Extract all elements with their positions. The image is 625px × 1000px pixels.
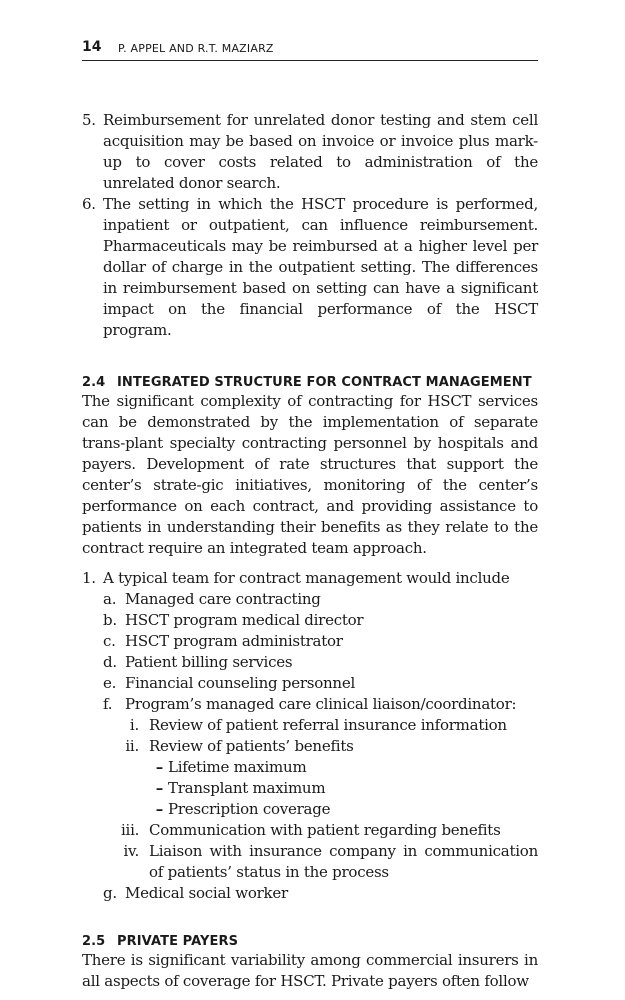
section-paragraph: There is significant variability among commercial insurers in all aspects of coverage for HSCT. Private payers often follow (82, 951, 538, 990)
list-item-text: Prescription coverage (168, 800, 331, 818)
list-item (103, 631, 538, 652)
list-item-text: Communication with patient regarding benefits (149, 821, 501, 839)
list-item-text: Review of patient referral insurance information (149, 716, 507, 734)
list-item-marker: f. (103, 695, 113, 713)
benefits-list (149, 757, 538, 820)
list-item-text: Patient billing services (125, 653, 293, 671)
list-item (82, 568, 538, 904)
section-title: INTEGRATED STRUCTURE FOR CONTRACT MANAGEMENT (117, 375, 532, 390)
list-item (103, 883, 538, 904)
list-item-number: 6. (82, 195, 96, 213)
list-item (82, 110, 538, 194)
list-item-marker: d. (103, 653, 117, 671)
list-item-text: Transplant maximum (168, 779, 326, 797)
list-item-text: A typical team for contract management would include (103, 569, 510, 587)
section-number: 2.5 (82, 934, 106, 949)
list-item-text: Liaison with insurance company in communication of patients’ status in the process (149, 842, 538, 881)
list-item-text: HSCT program administrator (125, 632, 343, 650)
list-item-text: HSCT program medical director (125, 611, 364, 629)
list-item-marker: – (155, 779, 163, 797)
section-number: 2.4 (82, 375, 106, 390)
list-item-marker: e. (103, 674, 117, 692)
list-item (103, 673, 538, 694)
list-item (103, 694, 538, 883)
list-item-marker: iii. (121, 821, 140, 839)
list-item-text: Managed care contracting (125, 590, 321, 608)
running-head-authors: P. APPEL AND R.T. MAZIARZ (118, 42, 274, 55)
section-title: PRIVATE PAYERS (117, 934, 239, 949)
running-head (82, 38, 538, 61)
team-members-list (103, 589, 538, 904)
list-item (149, 799, 538, 820)
liaison-duties-list (121, 715, 538, 883)
page-number: 14 (82, 39, 102, 55)
list-item-number: 1. (82, 569, 96, 587)
team-list (82, 568, 538, 904)
section-heading-2-5 (82, 933, 538, 950)
list-item (103, 610, 538, 631)
list-item-marker: a. (103, 590, 117, 608)
list-item-text: The setting in which the HSCT procedure is performed, inpatient or outpatient, can influence reimbursement. Pharmaceuticals may be reimbursed at a higher level per dollar of charge in the outpatient setting. The differences in reimbursement based on setting can have a significant impact on the financial performance of the HSCT program. (103, 195, 538, 339)
book-page (82, 38, 538, 992)
list-item-marker: – (155, 800, 163, 818)
list-item-marker: ii. (125, 737, 139, 755)
list-item-marker: b. (103, 611, 117, 629)
list-item (149, 778, 538, 799)
list-item-text: Reimbursement for unrelated donor testing and stem cell acquisition may be based on invoice or invoice plus mark-up to cover costs related to administration of the unrelated donor search. (103, 111, 538, 192)
section-paragraph: The significant complexity of contracting for HSCT services can be demonstrated by the implementation of separate trans-plant specialty contracting personnel by hospitals and payers. Development of rate structures that support the center’s strate-gic initiatives, monitoring of the center’s performance on each contract, and providing assistance to patients in understanding their benefits as they relate to the contract require an integrated team approach. (82, 392, 538, 557)
list-item-marker: iv. (123, 842, 139, 860)
list-item-number: 5. (82, 111, 96, 129)
list-item-text: Program’s managed care clinical liaison/coordinator: (125, 695, 517, 713)
list-item-text: Medical social worker (125, 884, 288, 902)
list-item-text: Financial counseling personnel (125, 674, 356, 692)
section-heading-2-4 (82, 374, 538, 391)
list-item-marker: – (155, 758, 163, 776)
reimbursement-list (82, 110, 538, 341)
list-item-marker: c. (103, 632, 116, 650)
list-item (103, 589, 538, 610)
list-item-text: Review of patients’ benefits (149, 737, 354, 755)
list-item-marker: g. (103, 884, 117, 902)
list-item (125, 715, 538, 736)
list-item (82, 194, 538, 341)
list-item-marker: i. (129, 716, 139, 734)
list-item (121, 820, 538, 841)
list-item (125, 736, 538, 820)
list-item-text: Lifetime maximum (168, 758, 307, 776)
list-item (149, 757, 538, 778)
list-item (125, 841, 538, 883)
list-item (103, 652, 538, 673)
